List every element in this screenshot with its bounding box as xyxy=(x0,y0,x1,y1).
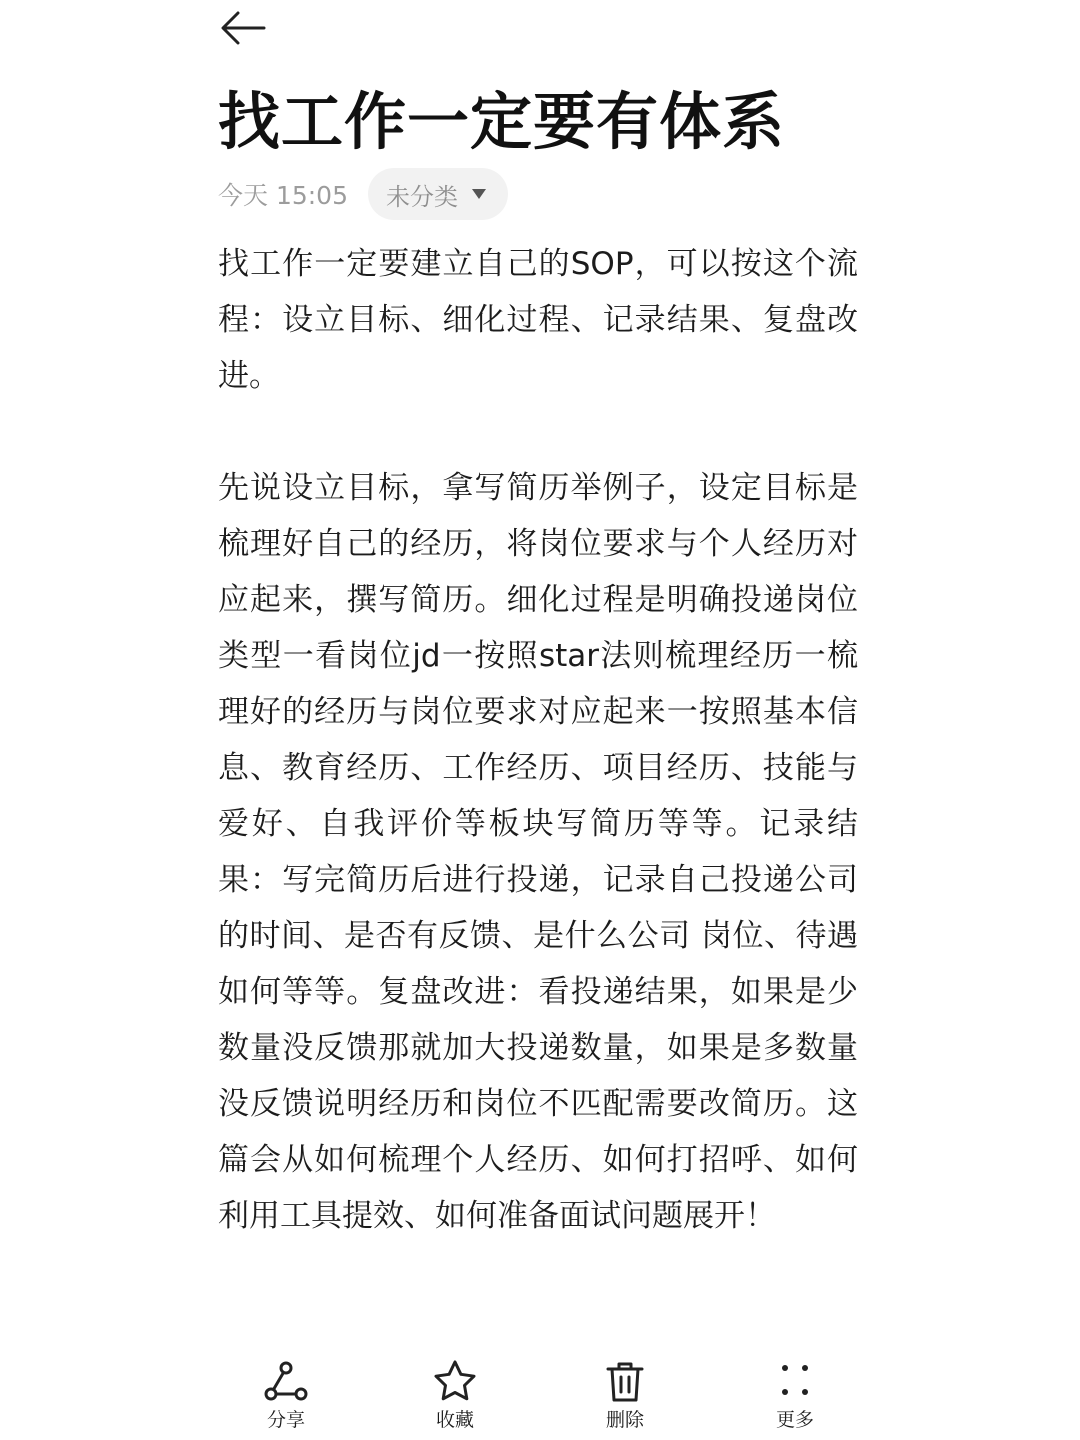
more-button[interactable] xyxy=(735,1352,855,1440)
favorite-label: 收藏 xyxy=(435,1409,474,1431)
share-icon xyxy=(262,1358,310,1406)
note-paragraph: 先说设立目标，拿写简历举例子，设定目标是梳理好自己的经历，将岗位要求与个人经历对应起来，撰写简历。细化过程是明确投递岗位类型一看岗位jd一按照star法则梳理经历一梳理好的经历与岗位要求对应起来一按照基本信息、教育经历、工作经历、项目经历、技能与爱好、自我评价等板块写简历等等。记录结果：写完简历后进行投递，记录自己投递公司的时间、是否有反馈、是什么公司 岗位、待遇如何等等。复盘改进：看投递结果，如果是少数量没反馈那就加大投递数量，如果是多数量没反馈说明经历和岗位不匹配需要改简历。这篇会从如何梳理个人经历、如何打招呼、如何利用工具提效、如何准备面试问题展开！ xyxy=(218,470,858,1234)
delete-label: 删除 xyxy=(605,1409,644,1431)
chevron-down-icon xyxy=(472,189,486,199)
share-label: 分享 xyxy=(266,1409,305,1431)
favorite-button[interactable] xyxy=(395,1352,515,1440)
trash-icon xyxy=(601,1358,649,1406)
bottom-toolbar xyxy=(0,1352,1080,1440)
delete-button[interactable] xyxy=(565,1352,685,1440)
note-body[interactable] xyxy=(218,236,858,1244)
more-dots-icon xyxy=(771,1358,819,1406)
note-paragraph: 找工作一定要建立自己的SOP，可以按这个流程：设立目标、细化过程、记录结果、复盘改进。 xyxy=(218,246,858,394)
star-icon xyxy=(431,1358,479,1406)
back-button[interactable] xyxy=(212,4,272,52)
category-label: 未分类 xyxy=(386,182,458,211)
note-meta xyxy=(218,168,508,220)
more-label: 更多 xyxy=(775,1409,814,1431)
share-button[interactable] xyxy=(226,1352,346,1440)
category-dropdown[interactable] xyxy=(368,168,508,220)
note-timestamp: 今天 15:05 xyxy=(218,181,348,210)
arrow-left-icon xyxy=(212,4,272,52)
note-title: 找工作一定要有体系 xyxy=(218,85,786,158)
